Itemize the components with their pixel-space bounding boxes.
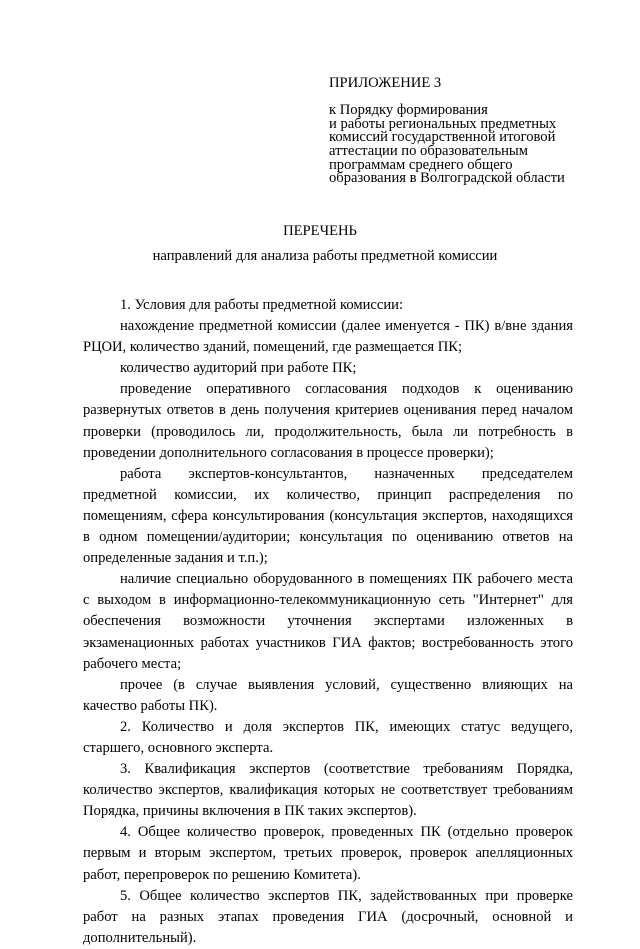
appendix-line: образования в Волгоградской области bbox=[329, 170, 565, 187]
paragraph: нахождение предметной комиссии (далее именуется - ПК) в/вне здания РЦОИ, количество зданий, помещений, где размещается ПК; bbox=[83, 318, 573, 356]
appendix-line: программам среднего общего bbox=[329, 156, 513, 173]
document-heading: ПЕРЕЧЕНЬ bbox=[283, 223, 357, 239]
paragraph: количество аудиторий при работе ПК; bbox=[120, 360, 357, 377]
paragraph: 5. Общее количество экспертов ПК, задействованных при проверке работ на разных этапах проведения ГИА (досрочный, основной и дополнительный). bbox=[83, 887, 573, 946]
appendix-line: комиссий государственной итоговой bbox=[329, 129, 556, 146]
paragraph: наличие специально оборудованного в помещениях ПК рабочего места с выходом в информационно-телекоммуникационную сеть "Интернет" для обеспечения возможности уточнения экспертами изложенных в экзаменационных работах участников ГИА фактов; востребованность этого рабочего места; bbox=[83, 571, 573, 672]
document-subheading: направлений для анализа работы предметной комиссии bbox=[152, 248, 498, 264]
paragraph: 1. Условия для работы предметной комиссии: bbox=[120, 297, 404, 313]
appendix-line: к Порядку формирования bbox=[329, 102, 488, 119]
paragraph: проведение оперативного согласования подходов к оцениванию развернутых ответов в день получения критериев оценивания перед началом проверки (проводилось ли, продолжительность, была ли потребность в проведении дополнительного согласования в процессе проверки); bbox=[83, 381, 573, 461]
paragraph: 3. Квалификация экспертов (соответствие требованиям Порядка, количество экспертов, квалификация которых не соответствует требованиям Порядка, причины включения в ПК таких экспертов). bbox=[83, 761, 573, 820]
appendix-line: аттестации по образовательным bbox=[329, 143, 528, 159]
paragraph: работа экспертов-консультантов, назначенных председателем предметной комиссии, их количество, принцип распределения по помещениям, сфера консультирования (консультация экспертов, находящихся в одном помещении/аудитории; консультация по оцениванию ответов на определенные задания и т.п.); bbox=[83, 465, 573, 567]
paragraph: 4. Общее количество проверок, проведенных ПК (отдельно проверок первым и вторым экспертом, третьих проверок, проверок апелляционных работ, перепроверок по решению Комитета). bbox=[83, 824, 573, 883]
appendix-title: ПРИЛОЖЕНИЕ 3 bbox=[329, 75, 442, 91]
appendix-block bbox=[329, 75, 609, 186]
appendix-line: и работы региональных предметных bbox=[329, 115, 557, 132]
paragraph: прочее (в случае выявления условий, существенно влияющих на качество работы ПК). bbox=[83, 676, 573, 714]
document-body bbox=[83, 295, 573, 949]
paragraph: 2. Количество и доля экспертов ПК, имеющих статус ведущего, старшего, основного эксперта. bbox=[83, 718, 573, 756]
